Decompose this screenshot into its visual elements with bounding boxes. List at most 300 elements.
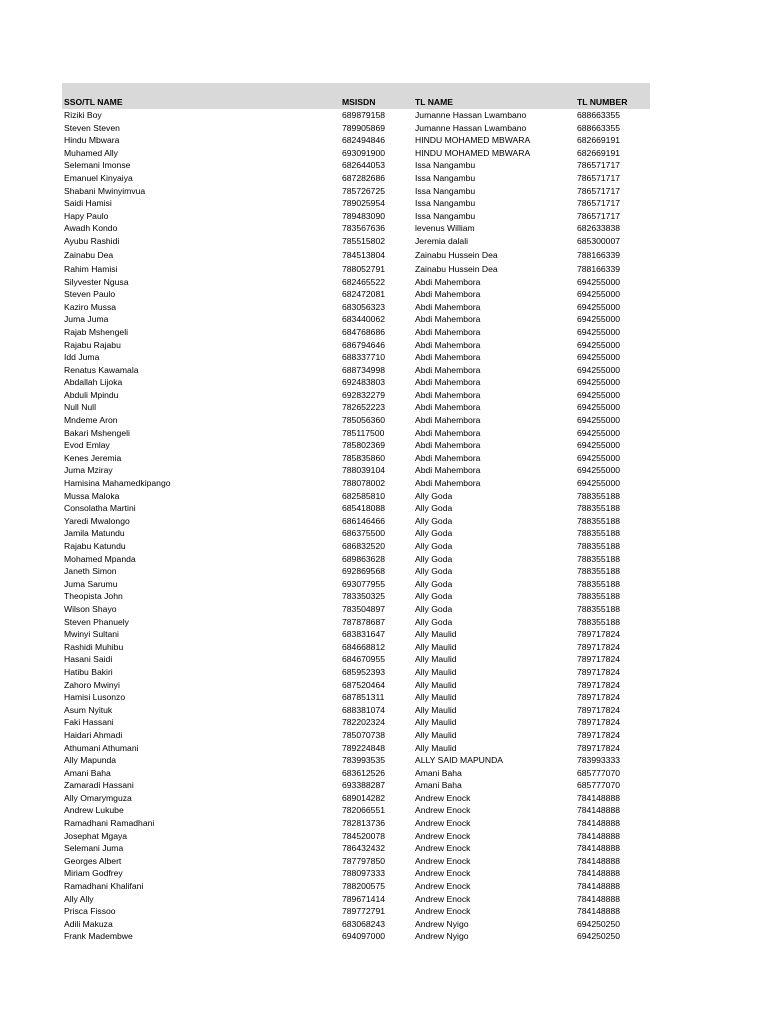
table-row [62, 767, 650, 780]
table-row [62, 427, 650, 440]
cell-msisdn: 684668812 [342, 641, 386, 652]
cell-tl-name: Ally Maulid [415, 679, 457, 690]
cell-tl-name: Abdi Mahembora [415, 326, 481, 337]
cell-tl-number: 788355188 [577, 566, 621, 577]
cell-msisdn: 683831647 [342, 629, 386, 640]
cell-tl-number: 789717824 [577, 692, 621, 703]
cell-tl-name: Andrew Enock [415, 868, 471, 879]
cell-sso-tl-name: Ally Mapunda [64, 755, 117, 766]
table-row [62, 779, 650, 792]
table-row [62, 197, 650, 210]
cell-msisdn: 788078002 [342, 478, 386, 489]
cell-tl-number: 694255000 [577, 326, 621, 337]
cell-msisdn: 785726725 [342, 185, 386, 196]
table-row [62, 893, 650, 906]
cell-msisdn: 784513804 [342, 249, 386, 260]
cell-tl-name: Abdi Mahembora [415, 364, 481, 375]
cell-tl-number: 694250250 [577, 931, 621, 942]
cell-tl-name: Abdi Mahembora [415, 314, 481, 325]
cell-tl-name: Abdi Mahembora [415, 352, 481, 363]
cell-tl-number: 685300007 [577, 235, 621, 246]
cell-tl-number: 789717824 [577, 666, 621, 677]
table-row [62, 313, 650, 326]
header-tl-number: TL NUMBER [577, 97, 628, 107]
table-row [62, 159, 650, 172]
cell-sso-tl-name: Faki Hassani [64, 717, 114, 728]
cell-msisdn: 684670955 [342, 654, 386, 665]
table-row [62, 628, 650, 641]
cell-tl-number: 788355188 [577, 515, 621, 526]
cell-msisdn: 687851311 [342, 692, 385, 703]
cell-sso-tl-name: Rajabu Katundu [64, 541, 126, 551]
cell-sso-tl-name: Juma Sarumu [64, 578, 118, 589]
cell-tl-number: 688663355 [577, 110, 621, 120]
cell-sso-tl-name: Bakari Mshengeli [64, 427, 130, 438]
table-row [62, 578, 650, 591]
cell-msisdn: 782813736 [342, 818, 386, 829]
cell-sso-tl-name: Jamila Matundu [64, 528, 125, 539]
cell-tl-name: Ally Maulid [415, 704, 457, 715]
cell-tl-number: 786571717 [577, 172, 621, 183]
cell-tl-number: 784148888 [577, 855, 621, 866]
header-msisdn: MSISDN [342, 97, 376, 107]
cell-sso-tl-name: Prisca Fissoo [64, 906, 116, 917]
table-row [62, 691, 650, 704]
table-row [62, 376, 650, 389]
cell-tl-number: 694255000 [577, 377, 621, 388]
cell-sso-tl-name: Silyvester Ngusa [64, 276, 129, 287]
cell-tl-name: Issa Nangambu [415, 172, 476, 183]
cell-sso-tl-name: Juma Mziray [64, 465, 113, 476]
table-row [62, 401, 650, 414]
table-row [62, 553, 650, 566]
cell-tl-name: Abdi Mahembora [415, 377, 481, 388]
table-row [62, 490, 650, 503]
cell-tl-name: Ally Maulid [415, 729, 457, 740]
cell-tl-number: 788166339 [577, 263, 621, 274]
cell-tl-number: 694255000 [577, 402, 621, 413]
cell-sso-tl-name: Selemani Imonse [64, 160, 131, 171]
cell-sso-tl-name: Theopista John [64, 591, 123, 602]
table-row [62, 565, 650, 578]
cell-sso-tl-name: Janeth Simon [64, 566, 117, 577]
table-row [62, 792, 650, 805]
cell-tl-number: 694255000 [577, 465, 621, 476]
cell-tl-name: Andrew Enock [415, 906, 471, 917]
cell-tl-name: Andrew Nyigo [415, 931, 469, 942]
header-sso-tl-name: SSO/TL NAME [64, 97, 123, 107]
cell-sso-tl-name: Saidi Hamisi [64, 198, 112, 209]
cell-tl-name: Ally Goda [415, 603, 453, 614]
cell-tl-number: 694255000 [577, 478, 621, 489]
cell-sso-tl-name: Mndeme Aron [64, 415, 118, 426]
cell-sso-tl-name: Selemani Juma [64, 843, 124, 854]
cell-msisdn: 785802369 [342, 440, 386, 451]
cell-msisdn: 687520464 [342, 679, 386, 690]
cell-tl-name: Ally Goda [415, 503, 453, 514]
cell-tl-number: 784148888 [577, 893, 621, 904]
cell-sso-tl-name: Miriam Godfrey [64, 868, 123, 879]
cell-tl-name: Abdi Mahembora [415, 389, 481, 400]
cell-msisdn: 683068243 [342, 918, 386, 929]
cell-msisdn: 689863628 [342, 553, 386, 564]
cell-msisdn: 686375500 [342, 528, 386, 539]
cell-sso-tl-name: Ayubu Rashidi [64, 235, 120, 246]
cell-sso-tl-name: Abdallah Lijoka [64, 377, 123, 388]
cell-tl-name: Ally Goda [415, 553, 453, 564]
cell-msisdn: 688337710 [342, 352, 386, 363]
table-row [62, 641, 650, 654]
cell-tl-number: 694255000 [577, 364, 621, 375]
cell-tl-number: 788355188 [577, 603, 621, 614]
table-row [62, 122, 650, 135]
cell-tl-name: Issa Nangambu [415, 160, 476, 171]
cell-tl-name: ALLY SAID MAPUNDA [415, 755, 504, 766]
cell-tl-name: Ally Maulid [415, 641, 457, 652]
cell-sso-tl-name: Idd Juma [64, 352, 100, 363]
cell-msisdn: 685418088 [342, 503, 386, 514]
table-row [62, 502, 650, 515]
cell-tl-name: Ally Goda [415, 566, 453, 577]
table-row [62, 603, 650, 616]
cell-sso-tl-name: Kaziro Mussa [64, 301, 117, 312]
cell-tl-name: Ally Goda [415, 515, 453, 526]
cell-tl-number: 694255000 [577, 352, 621, 363]
cell-sso-tl-name: Steven Steven [64, 122, 120, 133]
table-row [62, 616, 650, 629]
cell-msisdn: 789025954 [342, 198, 386, 209]
cell-msisdn: 788097333 [342, 868, 386, 879]
cell-tl-name: Abdi Mahembora [415, 478, 481, 489]
cell-tl-name: Abdi Mahembora [415, 301, 481, 312]
cell-sso-tl-name: Rahim Hamisi [64, 263, 118, 274]
table-row [62, 452, 650, 465]
table-row [62, 679, 650, 692]
cell-sso-tl-name: Shabani Mwinyimvua [64, 185, 146, 196]
cell-sso-tl-name: Mwinyi Sultani [64, 629, 119, 640]
cell-tl-name: Andrew Enock [415, 792, 471, 803]
cell-msisdn: 683612526 [342, 767, 386, 778]
cell-tl-name: Abdi Mahembora [415, 415, 481, 426]
cell-tl-number: 788355188 [577, 591, 621, 602]
cell-sso-tl-name: Ally Ally [64, 893, 94, 904]
table-row [62, 742, 650, 755]
cell-msisdn: 686832520 [342, 541, 386, 551]
cell-tl-number: 786571717 [577, 185, 621, 196]
cell-msisdn: 789224848 [342, 742, 386, 753]
cell-sso-tl-name: Athumani Athumani [64, 742, 139, 753]
cell-msisdn: 682644053 [342, 160, 386, 171]
cell-tl-number: 694255000 [577, 415, 621, 426]
cell-sso-tl-name: Hamisi Lusonzo [64, 692, 126, 703]
cell-msisdn: 787878687 [342, 616, 386, 627]
table-row [62, 339, 650, 352]
cell-tl-number: 682669191 [577, 147, 621, 158]
cell-tl-number: 682669191 [577, 135, 621, 146]
cell-tl-name: Ally Goda [415, 490, 453, 501]
table-row [62, 364, 650, 377]
cell-tl-number: 788355188 [577, 541, 621, 551]
cell-tl-name: Amani Baha [415, 767, 462, 778]
cell-msisdn: 785835860 [342, 452, 386, 463]
cell-tl-number: 688663355 [577, 122, 621, 133]
cell-tl-number: 682633838 [577, 223, 621, 234]
cell-tl-number: 784148888 [577, 805, 621, 816]
cell-tl-number: 788355188 [577, 503, 621, 514]
cell-msisdn: 682472081 [342, 289, 386, 300]
cell-tl-number: 784148888 [577, 818, 621, 829]
cell-msisdn: 789671414 [342, 893, 386, 904]
table-row [62, 439, 650, 452]
cell-sso-tl-name: Mohamed Mpanda [64, 553, 136, 564]
table-row [62, 185, 650, 198]
spreadsheet-table [62, 83, 650, 943]
cell-tl-number: 694255000 [577, 427, 621, 438]
cell-tl-name: Ally Maulid [415, 692, 457, 703]
cell-tl-number: 783993333 [577, 755, 621, 766]
cell-msisdn: 788052791 [342, 263, 386, 274]
cell-msisdn: 686146466 [342, 515, 386, 526]
cell-tl-number: 784148888 [577, 881, 621, 892]
cell-msisdn: 784520078 [342, 830, 386, 841]
cell-tl-number: 694250250 [577, 918, 621, 929]
cell-tl-name: Abdi Mahembora [415, 440, 481, 451]
cell-sso-tl-name: Hasani Saidi [64, 654, 113, 665]
table-row [62, 210, 650, 223]
table-row [62, 729, 650, 742]
cell-sso-tl-name: Zainabu Dea [64, 249, 114, 260]
table-row [62, 653, 650, 666]
cell-sso-tl-name: Steven Paulo [64, 289, 116, 300]
cell-sso-tl-name: Mussa Maloka [64, 490, 120, 501]
cell-msisdn: 684768686 [342, 326, 386, 337]
table-row [62, 464, 650, 477]
cell-sso-tl-name: Frank Madembwe [64, 931, 133, 942]
cell-msisdn: 785056360 [342, 415, 386, 426]
cell-msisdn: 783504897 [342, 603, 386, 614]
cell-sso-tl-name: Georges Albert [64, 855, 122, 866]
table-row [62, 804, 650, 817]
cell-msisdn: 689879158 [342, 110, 386, 120]
cell-tl-number: 788166339 [577, 249, 621, 260]
cell-tl-number: 789717824 [577, 717, 621, 728]
cell-sso-tl-name: Kenes Jeremia [64, 452, 122, 463]
cell-sso-tl-name: Muhamed Ally [64, 147, 118, 158]
cell-msisdn: 682465522 [342, 276, 386, 287]
cell-msisdn: 692869568 [342, 566, 386, 577]
cell-sso-tl-name: Consolatha Martini [64, 503, 136, 514]
cell-tl-name: Abdi Mahembora [415, 402, 481, 413]
table-row [62, 930, 650, 943]
cell-tl-name: Abdi Mahembora [415, 427, 481, 438]
table-row [62, 918, 650, 931]
table-row [62, 172, 650, 185]
cell-tl-number: 786571717 [577, 198, 621, 209]
cell-msisdn: 782652223 [342, 402, 386, 413]
table-row [62, 288, 650, 301]
cell-msisdn: 689014282 [342, 792, 386, 803]
cell-tl-number: 789717824 [577, 742, 621, 753]
cell-tl-name: Ally Goda [415, 528, 453, 539]
cell-msisdn: 693091900 [342, 147, 386, 158]
cell-sso-tl-name: Rajabu Rajabu [64, 339, 121, 350]
cell-sso-tl-name: Renatus Kawamala [64, 364, 139, 375]
table-row [62, 109, 650, 122]
cell-tl-number: 784148888 [577, 906, 621, 917]
cell-tl-number: 694255000 [577, 301, 621, 312]
cell-sso-tl-name: Steven Phanuely [64, 616, 129, 627]
cell-msisdn: 782066551 [342, 805, 386, 816]
cell-msisdn: 693388287 [342, 780, 386, 791]
table-row [62, 817, 650, 830]
cell-tl-number: 685777070 [577, 780, 621, 791]
table-row [62, 880, 650, 893]
cell-tl-number: 784148888 [577, 792, 621, 803]
cell-tl-name: Andrew Enock [415, 843, 471, 854]
cell-tl-number: 786571717 [577, 210, 621, 221]
cell-tl-name: Ally Goda [415, 541, 453, 551]
table-row [62, 134, 650, 147]
cell-msisdn: 787797850 [342, 855, 386, 866]
cell-sso-tl-name: Null Null [64, 402, 96, 413]
cell-tl-name: Andrew Enock [415, 881, 471, 892]
cell-tl-number: 789717824 [577, 654, 621, 665]
table-row [62, 147, 650, 160]
cell-sso-tl-name: Hindu Mbwara [64, 135, 120, 146]
cell-msisdn: 685952393 [342, 666, 386, 677]
cell-sso-tl-name: Zahoro Mwinyi [64, 679, 120, 690]
table-row [62, 540, 650, 553]
table-row [62, 276, 650, 289]
cell-tl-name: Andrew Enock [415, 805, 471, 816]
cell-sso-tl-name: Ramadhani Khalifani [64, 881, 144, 892]
table-row [62, 326, 650, 339]
cell-sso-tl-name: Zamaradi Hassani [64, 780, 134, 791]
cell-sso-tl-name: Juma Juma [64, 314, 109, 325]
cell-tl-number: 694255000 [577, 314, 621, 325]
cell-msisdn: 789905869 [342, 122, 386, 133]
cell-tl-name: Issa Nangambu [415, 185, 476, 196]
cell-tl-name: Andrew Enock [415, 855, 471, 866]
table-row [62, 704, 650, 717]
cell-tl-name: Ally Goda [415, 616, 453, 627]
table-row [62, 301, 650, 314]
cell-tl-name: Andrew Nyigo [415, 918, 469, 929]
cell-tl-name: Issa Nangambu [415, 210, 476, 221]
cell-tl-number: 789717824 [577, 729, 621, 740]
cell-tl-name: HINDU MOHAMED MBWARA [415, 147, 531, 158]
cell-msisdn: 786432432 [342, 843, 386, 854]
cell-msisdn: 683056323 [342, 301, 386, 312]
cell-sso-tl-name: Adili Makuza [64, 918, 113, 929]
cell-tl-name: Amani Baha [415, 780, 462, 791]
cell-msisdn: 682494846 [342, 135, 386, 146]
cell-tl-number: 784148888 [577, 830, 621, 841]
cell-tl-name: Abdi Mahembora [415, 276, 481, 287]
cell-msisdn: 687282686 [342, 172, 386, 183]
cell-msisdn: 785117500 [342, 427, 385, 438]
cell-sso-tl-name: Andrew Lukube [64, 805, 124, 816]
cell-tl-number: 694255000 [577, 440, 621, 451]
cell-tl-name: Ally Goda [415, 591, 453, 602]
cell-msisdn: 785070738 [342, 729, 386, 740]
cell-msisdn: 789483090 [342, 210, 386, 221]
cell-sso-tl-name: Evod Emlay [64, 440, 110, 451]
table-row [62, 235, 650, 248]
cell-tl-name: Abdi Mahembora [415, 452, 481, 463]
cell-tl-name: Andrew Enock [415, 830, 471, 841]
table-row [62, 389, 650, 402]
cell-tl-name: Zainabu Hussein Dea [415, 263, 498, 274]
cell-sso-tl-name: Emanuel Kinyaiya [64, 172, 133, 183]
cell-msisdn: 686794646 [342, 339, 386, 350]
cell-msisdn: 693077955 [342, 578, 386, 589]
table-row [62, 222, 650, 235]
cell-sso-tl-name: Awadh Kondo [64, 223, 118, 234]
cell-tl-name: Abdi Mahembora [415, 465, 481, 476]
table-row [62, 262, 650, 276]
cell-sso-tl-name: Amani Baha [64, 767, 111, 778]
table-body [62, 109, 650, 943]
cell-sso-tl-name: Haidari Ahmadi [64, 729, 123, 740]
cell-tl-number: 789717824 [577, 629, 621, 640]
cell-msisdn: 788200575 [342, 881, 386, 892]
cell-msisdn: 783350325 [342, 591, 386, 602]
table-row [62, 414, 650, 427]
cell-msisdn: 692832279 [342, 389, 386, 400]
cell-tl-name: levenus William [415, 223, 475, 234]
table-row [62, 590, 650, 603]
table-row [62, 351, 650, 364]
cell-tl-number: 788355188 [577, 616, 621, 627]
cell-sso-tl-name: Josephat Mgaya [64, 830, 128, 841]
cell-tl-number: 694255000 [577, 452, 621, 463]
table-header [62, 83, 650, 109]
cell-tl-name: Issa Nangambu [415, 198, 476, 209]
cell-msisdn: 692483803 [342, 377, 386, 388]
cell-sso-tl-name: Ally Omarymguza [64, 792, 132, 803]
cell-tl-number: 788355188 [577, 528, 621, 539]
cell-msisdn: 785515802 [342, 235, 386, 246]
cell-tl-name: Jumanne Hassan Lwambano [415, 110, 527, 120]
cell-msisdn: 688734998 [342, 364, 386, 375]
header-tl-name: TL NAME [415, 97, 454, 107]
table-row [62, 867, 650, 880]
cell-msisdn: 783567636 [342, 223, 386, 234]
cell-tl-name: Ally Maulid [415, 717, 457, 728]
cell-tl-number: 788355188 [577, 490, 621, 501]
cell-tl-name: Ally Maulid [415, 629, 457, 640]
cell-tl-name: Jumanne Hassan Lwambano [415, 122, 527, 133]
cell-sso-tl-name: Ramadhani Ramadhani [64, 818, 155, 829]
cell-tl-name: Andrew Enock [415, 893, 471, 904]
table-row [62, 905, 650, 918]
cell-sso-tl-name: Hatibu Bakiri [64, 666, 113, 677]
cell-tl-number: 789717824 [577, 679, 621, 690]
cell-tl-number: 789717824 [577, 641, 621, 652]
cell-sso-tl-name: Yaredi Mwalongo [64, 515, 130, 526]
table-row [62, 830, 650, 843]
cell-tl-name: Zainabu Hussein Dea [415, 249, 498, 260]
cell-tl-name: HINDU MOHAMED MBWARA [415, 135, 531, 146]
cell-msisdn: 694097000 [342, 931, 386, 942]
cell-tl-number: 685777070 [577, 767, 621, 778]
table-row [62, 515, 650, 528]
cell-tl-number: 694255000 [577, 389, 621, 400]
cell-msisdn: 789772791 [342, 906, 386, 917]
cell-msisdn: 682585810 [342, 490, 386, 501]
cell-tl-name: Ally Maulid [415, 742, 457, 753]
